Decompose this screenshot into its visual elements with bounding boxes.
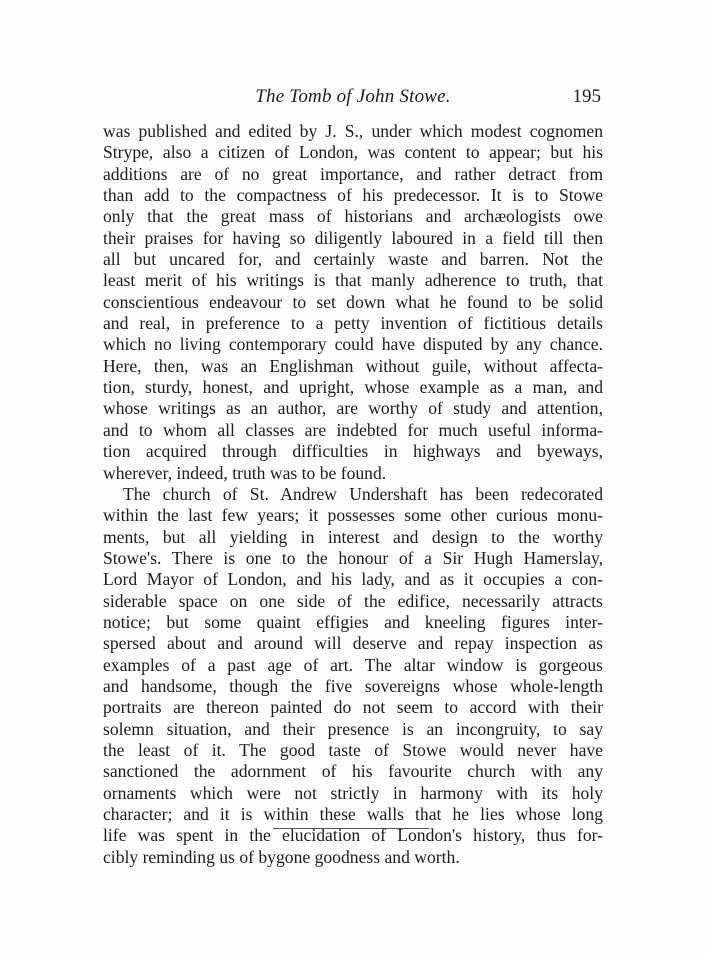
text-line: all but uncared for, and certainly waste and barren. Not the (103, 249, 603, 270)
text-line: tion, sturdy, honest, and upright, whose example as a man, and (103, 377, 603, 398)
text-line: and to whom all classes are indebted for much useful informa- (103, 419, 603, 440)
text-line: notice; but some quaint effigies and kneeling figures inter- (103, 611, 603, 632)
text-line: ornaments which were not strictly in harmony with its holy (103, 782, 603, 803)
text-line: character; and it is within these walls that he lies whose long (103, 804, 603, 824)
text-line: and real, in preference to a petty invention of fictitious details (103, 313, 603, 334)
text-line: their praises for having so diligently laboured in a field till then (103, 227, 603, 248)
running-title: The Tomb of John Stowe. (255, 86, 451, 107)
page-number: 195 (572, 86, 601, 107)
text-line: spersed about and around will deserve and repay inspection as (103, 633, 603, 654)
text-line: was published and edited by J. S., under which modest cognomen (103, 121, 603, 141)
text-line: the least of it. The good taste of Stowe would never have (103, 739, 603, 760)
text-line: additions are of no great importance, and rather detract from (103, 163, 603, 184)
text-line: siderable space on one side of the edifice, necessarily attracts (103, 590, 603, 611)
text-line: than add to the compactness of his predecessor. It is to Stowe (103, 185, 603, 206)
text-line: within the last few years; it possesses some other curious monu- (103, 505, 603, 526)
text-line: and handsome, though the five sovereigns whose whole-length (103, 675, 603, 696)
text-line: which no living contemporary could have disputed by any chance. (103, 334, 603, 355)
running-head (103, 86, 603, 110)
text-line: Strype, also a citizen of London, was content to appear; but his (103, 142, 603, 163)
text-line: only that the great mass of historians and archæologists owe (103, 206, 603, 227)
text-line: Lord Mayor of London, and his lady, and as it occupies a con- (103, 569, 603, 590)
body-text (103, 121, 603, 868)
end-rule (273, 828, 429, 829)
text-line: portraits are thereon painted do not seem to accord with their (103, 697, 603, 718)
text-line: whose writings as an author, are worthy of study and attention, (103, 398, 603, 419)
text-line: least merit of his writings is that manly adherence to truth, that (103, 270, 603, 291)
paragraph-last-line: cibly reminding us of bygone goodness and worth. (103, 846, 460, 867)
text-line: tion acquired through difficulties in highways and byeways, (103, 441, 603, 462)
text-line: ments, but all yielding in interest and design to the worthy (103, 526, 603, 547)
text-line: Stowe's. There is one to the honour of a Sir Hugh Hamerslay, (103, 547, 603, 568)
paragraph-first-line: The church of St. Andrew Undershaft has been redecorated (123, 483, 603, 504)
text-line: Here, then, was an Englishman without guile, without affecta- (103, 355, 603, 376)
text-line: conscientious endeavour to set down what he found to be solid (103, 291, 603, 312)
text-line: life was spent in the elucidation of London's history, thus for- (103, 825, 603, 846)
text-line: solemn situation, and their presence is an incongruity, to say (103, 718, 603, 739)
text-line: sanctioned the adornment of his favourite church with any (103, 761, 603, 782)
text-line: examples of a past age of art. The altar window is gorgeous (103, 654, 603, 675)
paragraph-last-line: wherever, indeed, truth was to be found. (103, 462, 387, 483)
